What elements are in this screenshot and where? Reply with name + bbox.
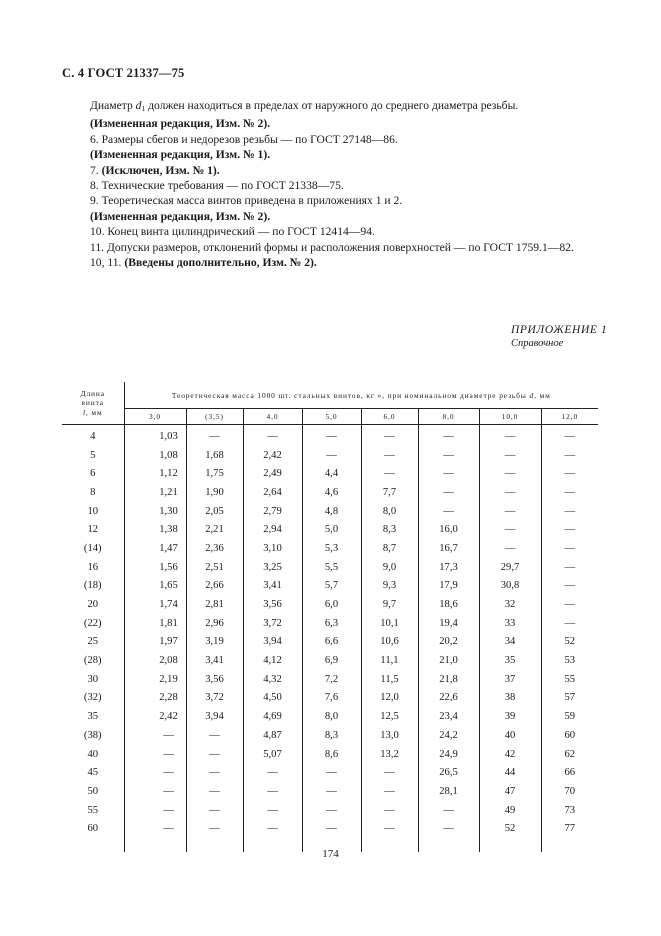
mass-cell: — bbox=[302, 446, 361, 465]
mass-cell: 20,2 bbox=[418, 633, 479, 652]
table-row bbox=[62, 651, 598, 670]
length-cell: 55 bbox=[62, 801, 124, 820]
mass-cell: 2,79 bbox=[243, 502, 302, 521]
diameter-header: (3,5) bbox=[186, 409, 243, 425]
body-line-pre: 10, 11. bbox=[90, 256, 125, 270]
mass-cell: 7,2 bbox=[302, 670, 361, 689]
mass-cell: — bbox=[243, 425, 302, 446]
mass-cell: 52 bbox=[541, 633, 598, 652]
mass-cell: 2,94 bbox=[243, 520, 302, 539]
mass-cell: 62 bbox=[541, 745, 598, 764]
length-cell: 5 bbox=[62, 446, 124, 465]
mass-cell: 52 bbox=[479, 819, 541, 838]
mass-cell: — bbox=[243, 801, 302, 820]
mass-cell: 2,36 bbox=[186, 539, 243, 558]
mass-cell: 3,19 bbox=[186, 633, 243, 652]
table-row bbox=[62, 726, 598, 745]
diameter-header: 8,0 bbox=[418, 409, 479, 425]
mass-cell: — bbox=[186, 782, 243, 801]
body-line-bold: (Введены дополнительно, Изм. № 2). bbox=[124, 256, 317, 270]
mass-cell: — bbox=[302, 763, 361, 782]
mass-cell: 10,6 bbox=[361, 633, 418, 652]
mass-cell: — bbox=[361, 464, 418, 483]
mass-cell: 35 bbox=[479, 651, 541, 670]
mass-cell: — bbox=[186, 726, 243, 745]
mass-cell: — bbox=[243, 782, 302, 801]
body-line bbox=[90, 116, 620, 131]
mass-cell: — bbox=[243, 819, 302, 838]
body-line-pre: 10. Конец винта цилиндрический — по ГОСТ 12414—94. bbox=[90, 225, 375, 239]
mass-cell: — bbox=[541, 539, 598, 558]
mass-cell: 1,30 bbox=[124, 502, 186, 521]
table-body bbox=[62, 425, 598, 853]
mass-cell: 2,42 bbox=[124, 707, 186, 726]
length-cell: (22) bbox=[62, 614, 124, 633]
mass-cell: 5,5 bbox=[302, 558, 361, 577]
mass-cell: — bbox=[418, 483, 479, 502]
mass-cell: 6,6 bbox=[302, 633, 361, 652]
length-cell: (14) bbox=[62, 539, 124, 558]
mass-cell: — bbox=[541, 446, 598, 465]
mass-cell: 77 bbox=[541, 819, 598, 838]
mass-cell: — bbox=[361, 819, 418, 838]
body-line bbox=[90, 132, 620, 147]
length-cell: 6 bbox=[62, 464, 124, 483]
mass-cell: 1,08 bbox=[124, 446, 186, 465]
body-line bbox=[90, 98, 620, 116]
mass-cell: — bbox=[541, 425, 598, 446]
table-row bbox=[62, 745, 598, 764]
diameter-header: 3,0 bbox=[124, 409, 186, 425]
mass-cell: — bbox=[124, 819, 186, 838]
diameter-header: 5,0 bbox=[302, 409, 361, 425]
mass-cell: 6,9 bbox=[302, 651, 361, 670]
mass-cell: 2,21 bbox=[186, 520, 243, 539]
body-line-pre: 8. Технические требования — по ГОСТ 21338—75. bbox=[90, 179, 344, 193]
mass-cell: 59 bbox=[541, 707, 598, 726]
mass-cell: 4,69 bbox=[243, 707, 302, 726]
mass-cell: 16,0 bbox=[418, 520, 479, 539]
mass-cell: 3,56 bbox=[186, 670, 243, 689]
mass-cell: — bbox=[186, 745, 243, 764]
mass-cell: — bbox=[418, 819, 479, 838]
page-number: 174 bbox=[322, 848, 339, 860]
table-row bbox=[62, 464, 598, 483]
body-line-bold: (Исключен, Изм. № 1). bbox=[101, 163, 220, 177]
mass-header-text: Теоретическая масса 1000 шт. стальных винтов, кг », при номинальном диаметре резьбы bbox=[171, 390, 527, 400]
mass-cell: — bbox=[302, 801, 361, 820]
mass-cell: 1,47 bbox=[124, 539, 186, 558]
mass-cell: 2,19 bbox=[124, 670, 186, 689]
mass-table bbox=[62, 382, 598, 852]
mass-cell: 17,3 bbox=[418, 558, 479, 577]
mass-cell: — bbox=[418, 801, 479, 820]
mass-cell: — bbox=[302, 819, 361, 838]
mass-cell: 3,41 bbox=[186, 651, 243, 670]
mass-cell: 3,72 bbox=[243, 614, 302, 633]
body-line-bold: (Измененная редакция, Изм. № 2). bbox=[90, 117, 271, 131]
page-header: С. 4 ГОСТ 21337—75 bbox=[62, 66, 185, 80]
table-row bbox=[62, 801, 598, 820]
body-line-sub: 1 bbox=[141, 104, 146, 113]
mass-cell: 30,8 bbox=[479, 577, 541, 596]
body-line-bold: (Измененная редакция, Изм. № 1). bbox=[90, 148, 271, 162]
table-row bbox=[62, 763, 598, 782]
mass-cell: 4,6 bbox=[302, 483, 361, 502]
mass-cell: — bbox=[479, 425, 541, 446]
table-row bbox=[62, 689, 598, 708]
mass-cell: 53 bbox=[541, 651, 598, 670]
length-header bbox=[62, 382, 124, 425]
mass-cell: 11,5 bbox=[361, 670, 418, 689]
mass-header-unit: , мм bbox=[534, 390, 551, 400]
length-cell: 16 bbox=[62, 558, 124, 577]
length-cell: 25 bbox=[62, 633, 124, 652]
table-row bbox=[62, 633, 598, 652]
length-cell: (38) bbox=[62, 726, 124, 745]
mass-cell: 1,74 bbox=[124, 595, 186, 614]
mass-cell: 29,7 bbox=[479, 558, 541, 577]
mass-cell: 40 bbox=[479, 726, 541, 745]
mass-cell: 34 bbox=[479, 633, 541, 652]
mass-cell: 21,8 bbox=[418, 670, 479, 689]
mass-cell: 66 bbox=[541, 763, 598, 782]
mass-cell: 49 bbox=[479, 801, 541, 820]
length-var: l bbox=[82, 407, 86, 417]
mass-cell: 3,94 bbox=[243, 633, 302, 652]
mass-cell: 1,75 bbox=[186, 464, 243, 483]
mass-cell: 7,6 bbox=[302, 689, 361, 708]
mass-cell: 1,21 bbox=[124, 483, 186, 502]
length-header-line1: Длина bbox=[80, 388, 105, 398]
mass-cell: 8,3 bbox=[302, 726, 361, 745]
mass-cell: — bbox=[243, 763, 302, 782]
mass-cell: — bbox=[361, 801, 418, 820]
length-cell: 50 bbox=[62, 782, 124, 801]
table-row bbox=[62, 614, 598, 633]
mass-cell: 1,97 bbox=[124, 633, 186, 652]
body-line bbox=[90, 147, 620, 162]
mass-cell: 6,3 bbox=[302, 614, 361, 633]
mass-header bbox=[124, 382, 598, 409]
mass-cell: 1,81 bbox=[124, 614, 186, 633]
mass-cell: 9,3 bbox=[361, 577, 418, 596]
mass-cell: 57 bbox=[541, 689, 598, 708]
table-row bbox=[62, 558, 598, 577]
mass-cell: 8,6 bbox=[302, 745, 361, 764]
mass-cell: 73 bbox=[541, 801, 598, 820]
mass-cell: 23,4 bbox=[418, 707, 479, 726]
table-row bbox=[62, 819, 598, 838]
body-line bbox=[90, 163, 620, 178]
mass-cell: 18,6 bbox=[418, 595, 479, 614]
mass-cell: 3,56 bbox=[243, 595, 302, 614]
mass-cell: — bbox=[186, 801, 243, 820]
mass-cell: 5,3 bbox=[302, 539, 361, 558]
diameter-header: 12,0 bbox=[541, 409, 598, 425]
body-line-pre: 9. Теоретическая масса винтов приведена в приложениях 1 и 2. bbox=[90, 194, 403, 208]
mass-cell: 17,9 bbox=[418, 577, 479, 596]
mass-cell: — bbox=[541, 595, 598, 614]
mass-cell: — bbox=[361, 446, 418, 465]
table-row bbox=[62, 446, 598, 465]
body-line bbox=[90, 178, 620, 193]
mass-cell: — bbox=[186, 819, 243, 838]
mass-cell: 4,50 bbox=[243, 689, 302, 708]
mass-cell: 70 bbox=[541, 782, 598, 801]
mass-cell: 19,4 bbox=[418, 614, 479, 633]
mass-cell: 4,4 bbox=[302, 464, 361, 483]
mass-cell: 55 bbox=[541, 670, 598, 689]
mass-cell: 3,10 bbox=[243, 539, 302, 558]
mass-cell: 10,1 bbox=[361, 614, 418, 633]
mass-cell: 8,0 bbox=[302, 707, 361, 726]
appendix-label bbox=[511, 324, 607, 350]
mass-cell: 2,05 bbox=[186, 502, 243, 521]
mass-cell: — bbox=[418, 446, 479, 465]
mass-cell: — bbox=[479, 539, 541, 558]
mass-cell: — bbox=[541, 464, 598, 483]
mass-cell: — bbox=[124, 801, 186, 820]
mass-cell: — bbox=[541, 614, 598, 633]
table-row bbox=[62, 483, 598, 502]
mass-cell: 3,72 bbox=[186, 689, 243, 708]
mass-cell: — bbox=[541, 577, 598, 596]
mass-cell: 44 bbox=[479, 763, 541, 782]
mass-cell: 3,94 bbox=[186, 707, 243, 726]
mass-cell: 39 bbox=[479, 707, 541, 726]
table-row bbox=[62, 782, 598, 801]
mass-cell: 13,2 bbox=[361, 745, 418, 764]
diameter-header: 10,0 bbox=[479, 409, 541, 425]
mass-cell: 12,0 bbox=[361, 689, 418, 708]
mass-cell: 33 bbox=[479, 614, 541, 633]
mass-cell: 4,12 bbox=[243, 651, 302, 670]
appendix-subtitle: Справочное bbox=[511, 338, 564, 349]
table-row bbox=[62, 539, 598, 558]
length-cell: 8 bbox=[62, 483, 124, 502]
body-line-pre: Диаметр bbox=[90, 99, 136, 112]
body-line-post: должен находиться в пределах от наружного до среднего диаметра резьбы. bbox=[145, 99, 519, 112]
body-line bbox=[90, 193, 620, 208]
mass-cell: 2,96 bbox=[186, 614, 243, 633]
length-cell: 35 bbox=[62, 707, 124, 726]
length-cell: 12 bbox=[62, 520, 124, 539]
length-cell: 60 bbox=[62, 819, 124, 838]
body-line-pre: 11. Допуски размеров, отклонений формы и расположения поверхностей — по ГОСТ 1759.1—82. bbox=[90, 240, 574, 254]
body-line-pre: 7. bbox=[90, 163, 102, 177]
mass-cell: 13,0 bbox=[361, 726, 418, 745]
mass-cell: 2,51 bbox=[186, 558, 243, 577]
mass-cell: 42 bbox=[479, 745, 541, 764]
mass-cell: — bbox=[479, 520, 541, 539]
table-row bbox=[62, 577, 598, 596]
length-cell: 40 bbox=[62, 745, 124, 764]
mass-cell: 32 bbox=[479, 595, 541, 614]
body-line bbox=[90, 255, 620, 270]
mass-cell: 8,7 bbox=[361, 539, 418, 558]
mass-cell: — bbox=[418, 502, 479, 521]
table-row bbox=[62, 425, 598, 446]
mass-cell: 2,28 bbox=[124, 689, 186, 708]
mass-cell: 2,64 bbox=[243, 483, 302, 502]
length-unit: , мм bbox=[85, 407, 103, 417]
mass-cell: 1,65 bbox=[124, 577, 186, 596]
mass-cell: 2,66 bbox=[186, 577, 243, 596]
body-line bbox=[90, 240, 620, 255]
length-header-line2: винта bbox=[81, 398, 104, 408]
mass-cell: — bbox=[361, 763, 418, 782]
diameter-row bbox=[62, 409, 598, 425]
mass-cell: 7,7 bbox=[361, 483, 418, 502]
length-cell: (28) bbox=[62, 651, 124, 670]
mass-cell: 9,7 bbox=[361, 595, 418, 614]
mass-cell: — bbox=[541, 483, 598, 502]
mass-cell: 2,42 bbox=[243, 446, 302, 465]
mass-cell: — bbox=[479, 502, 541, 521]
appendix-title: ПРИЛОЖЕНИЕ 1 bbox=[511, 324, 608, 336]
mass-cell: 47 bbox=[479, 782, 541, 801]
mass-cell: 60 bbox=[541, 726, 598, 745]
mass-cell: — bbox=[541, 502, 598, 521]
mass-cell: 5,0 bbox=[302, 520, 361, 539]
mass-cell: 1,56 bbox=[124, 558, 186, 577]
mass-cell: — bbox=[186, 425, 243, 446]
mass-cell: 4,8 bbox=[302, 502, 361, 521]
mass-cell: 4,87 bbox=[243, 726, 302, 745]
mass-cell: 8,3 bbox=[361, 520, 418, 539]
body-line bbox=[90, 209, 620, 224]
mass-cell: 1,03 bbox=[124, 425, 186, 446]
mass-cell: — bbox=[479, 483, 541, 502]
mass-cell: — bbox=[361, 425, 418, 446]
mass-cell: — bbox=[541, 558, 598, 577]
mass-cell: 3,25 bbox=[243, 558, 302, 577]
mass-cell: 6,0 bbox=[302, 595, 361, 614]
mass-cell: 37 bbox=[479, 670, 541, 689]
mass-cell: 26,5 bbox=[418, 763, 479, 782]
table-row bbox=[62, 670, 598, 689]
length-cell: 4 bbox=[62, 425, 124, 446]
table-row bbox=[62, 502, 598, 521]
table-row bbox=[62, 707, 598, 726]
mass-cell: 12,5 bbox=[361, 707, 418, 726]
mass-cell: — bbox=[124, 782, 186, 801]
body-text bbox=[90, 98, 620, 270]
mass-cell: 3,41 bbox=[243, 577, 302, 596]
mass-cell: 1,68 bbox=[186, 446, 243, 465]
mass-cell: 4,32 bbox=[243, 670, 302, 689]
length-cell: (32) bbox=[62, 689, 124, 708]
mass-cell: — bbox=[186, 763, 243, 782]
mass-cell: 16,7 bbox=[418, 539, 479, 558]
length-cell: (18) bbox=[62, 577, 124, 596]
mass-cell: 11,1 bbox=[361, 651, 418, 670]
length-cell: 10 bbox=[62, 502, 124, 521]
body-line-var: d bbox=[135, 99, 142, 112]
diameter-header: 4,0 bbox=[243, 409, 302, 425]
body-line bbox=[90, 224, 620, 239]
mass-cell: — bbox=[302, 782, 361, 801]
body-line-bold: (Измененная редакция, Изм. № 2). bbox=[90, 209, 271, 223]
mass-cell: 28,1 bbox=[418, 782, 479, 801]
mass-cell: 38 bbox=[479, 689, 541, 708]
mass-cell: — bbox=[418, 464, 479, 483]
mass-cell: 1,38 bbox=[124, 520, 186, 539]
length-cell: 20 bbox=[62, 595, 124, 614]
mass-cell: — bbox=[361, 782, 418, 801]
table-row bbox=[62, 520, 598, 539]
mass-cell: 9,0 bbox=[361, 558, 418, 577]
mass-cell: — bbox=[124, 763, 186, 782]
mass-cell: 1,90 bbox=[186, 483, 243, 502]
mass-cell: 8,0 bbox=[361, 502, 418, 521]
mass-cell: — bbox=[479, 446, 541, 465]
length-header-line3 bbox=[62, 408, 124, 418]
mass-cell: — bbox=[418, 425, 479, 446]
mass-cell: 5,7 bbox=[302, 577, 361, 596]
mass-cell: 1,12 bbox=[124, 464, 186, 483]
diameter-header: 6,0 bbox=[361, 409, 418, 425]
mass-cell: 24,2 bbox=[418, 726, 479, 745]
mass-cell: — bbox=[124, 745, 186, 764]
mass-cell: 2,81 bbox=[186, 595, 243, 614]
mass-cell: — bbox=[479, 464, 541, 483]
mass-cell: — bbox=[302, 425, 361, 446]
mass-cell: 22,6 bbox=[418, 689, 479, 708]
mass-cell: 21,0 bbox=[418, 651, 479, 670]
body-line-pre: 6. Размеры сбегов и недорезов резьбы — по ГОСТ 27148—86. bbox=[90, 132, 398, 146]
length-cell: 45 bbox=[62, 763, 124, 782]
mass-header-var: d bbox=[529, 390, 535, 400]
length-cell: 30 bbox=[62, 670, 124, 689]
mass-cell: — bbox=[124, 726, 186, 745]
mass-cell: 5,07 bbox=[243, 745, 302, 764]
mass-cell: 2,49 bbox=[243, 464, 302, 483]
mass-cell: 24,9 bbox=[418, 745, 479, 764]
table-row bbox=[62, 595, 598, 614]
mass-cell: — bbox=[541, 520, 598, 539]
mass-cell: 2,08 bbox=[124, 651, 186, 670]
